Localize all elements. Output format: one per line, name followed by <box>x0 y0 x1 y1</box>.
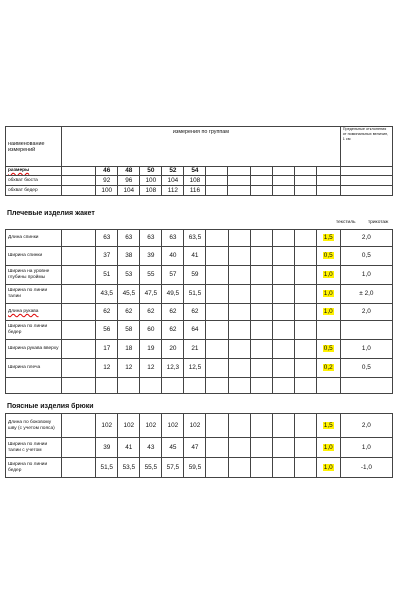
textile-tolerance: 1,5 <box>316 230 340 247</box>
size-value: 52 <box>162 167 184 176</box>
cell-value: 51,5 <box>96 458 118 478</box>
measure-row <box>6 247 393 266</box>
cell-value: 51,5 <box>184 285 206 304</box>
row-label: Длина по боковому шву (с учетом пояса) <box>6 414 62 438</box>
knit-tolerance: -1,0 <box>340 458 392 478</box>
cell-value: 60 <box>140 321 162 340</box>
cell-value: 59 <box>184 266 206 285</box>
cell-value: 59,5 <box>184 458 206 478</box>
cell-value: 102 <box>140 414 162 438</box>
size-value: 46 <box>96 167 118 176</box>
cell-value: 43 <box>140 438 162 458</box>
cell-value: 55 <box>140 266 162 285</box>
measure-row <box>6 304 393 321</box>
size-header-table <box>5 126 393 196</box>
knit-tolerance <box>340 321 392 340</box>
group-header: измерения по группам <box>62 127 341 167</box>
row-label: Ширина по линии бедер <box>6 458 62 478</box>
cell-value: 63 <box>140 230 162 247</box>
row-label: Ширина на уровне глубины проймы <box>6 266 62 285</box>
row-label: Ширина спинки <box>6 247 62 266</box>
tolerance-header: Предельные отклонения от номинальных величин, 1 см <box>340 127 392 167</box>
knit-tolerance: 0,5 <box>340 247 392 266</box>
cell-value: 64 <box>184 321 206 340</box>
cell-value: 92 <box>96 176 118 186</box>
cell-value: 20 <box>162 340 184 359</box>
cell-value: 45 <box>162 438 184 458</box>
cell-value: 53,5 <box>118 458 140 478</box>
cell-value: 12 <box>96 359 118 378</box>
knit-tolerance: 2,0 <box>340 304 392 321</box>
measure-row <box>6 230 393 247</box>
cell-value: 104 <box>118 186 140 196</box>
measure-row <box>6 359 393 378</box>
measure-row <box>6 458 393 478</box>
textile-tolerance: 1,0 <box>316 304 340 321</box>
cell-value: 112 <box>162 186 184 196</box>
textile-tolerance: 0,5 <box>316 340 340 359</box>
trousers-table <box>5 413 393 478</box>
row-label: обхват бедер <box>6 186 62 196</box>
cell-value: 18 <box>118 340 140 359</box>
cell-value: 19 <box>140 340 162 359</box>
cell-value: 37 <box>96 247 118 266</box>
measure-row <box>6 266 393 285</box>
cell-value: 17 <box>96 340 118 359</box>
cell-value: 58 <box>118 321 140 340</box>
cell-value: 12,3 <box>162 359 184 378</box>
measure-row <box>6 340 393 359</box>
cell-value: 63 <box>162 230 184 247</box>
knit-header: трикотаж <box>368 220 389 225</box>
jacket-title: Плечевые изделия жакет <box>7 210 95 217</box>
size-value: 54 <box>184 167 206 176</box>
cell-value: 47,5 <box>140 285 162 304</box>
cell-value: 57,5 <box>162 458 184 478</box>
knit-tolerance: 1,0 <box>340 266 392 285</box>
sizes-label: размеры <box>8 168 30 173</box>
cell-value: 62 <box>184 304 206 321</box>
cell-value: 56 <box>96 321 118 340</box>
size-value: 48 <box>118 167 140 176</box>
cell-value: 102 <box>162 414 184 438</box>
cell-value: 63,5 <box>184 230 206 247</box>
cell-value: 62 <box>162 304 184 321</box>
cell-value: 40 <box>162 247 184 266</box>
row-label: Ширина плеча <box>6 359 62 378</box>
cell-value: 62 <box>162 321 184 340</box>
textile-tolerance: 1,0 <box>316 266 340 285</box>
row-label: Ширина по линии бедер <box>6 321 62 340</box>
cell-value: 100 <box>140 176 162 186</box>
row-label: Ширина рукава вверху <box>6 340 62 359</box>
textile-tolerance: 0,5 <box>316 247 340 266</box>
cell-value: 96 <box>118 176 140 186</box>
textile-tolerance: 1,0 <box>316 285 340 304</box>
cell-value: 21 <box>184 340 206 359</box>
sizes-row <box>6 167 393 176</box>
cell-value: 53 <box>118 266 140 285</box>
textile-tolerance: 1,0 <box>316 438 340 458</box>
textile-tolerance <box>316 321 340 340</box>
cell-value: 38 <box>118 247 140 266</box>
cell-value: 12 <box>118 359 140 378</box>
name-header: наименование измерений <box>6 127 62 167</box>
textile-tolerance: 0,2 <box>316 359 340 378</box>
cell-value: 51 <box>96 266 118 285</box>
cell-value: 100 <box>96 186 118 196</box>
measure-row <box>6 438 393 458</box>
knit-tolerance: 1,0 <box>340 438 392 458</box>
cell-value: 116 <box>184 186 206 196</box>
cell-value: 39 <box>96 438 118 458</box>
cell-value: 12,5 <box>184 359 206 378</box>
cell-value: 62 <box>96 304 118 321</box>
knit-tolerance: 0,5 <box>340 359 392 378</box>
row-label: Ширина по линии талии с учетом <box>6 438 62 458</box>
cell-value: 45,5 <box>118 285 140 304</box>
cell-value: 49,5 <box>162 285 184 304</box>
cell-value: 63 <box>118 230 140 247</box>
cell-value: 41 <box>184 247 206 266</box>
bust-row <box>6 176 393 186</box>
cell-value: 41 <box>118 438 140 458</box>
row-label: Ширина по линии талии <box>6 285 62 304</box>
jacket-table <box>5 229 393 394</box>
cell-value: 43,5 <box>96 285 118 304</box>
textile-tolerance: 1,0 <box>316 458 340 478</box>
cell-value: 108 <box>184 176 206 186</box>
measure-row <box>6 414 393 438</box>
cell-value: 55,5 <box>140 458 162 478</box>
trousers-title: Поясные изделия брюки <box>7 403 94 410</box>
cell-value: 39 <box>140 247 162 266</box>
knit-tolerance: ± 2,0 <box>340 285 392 304</box>
row-label: Длина рукава <box>6 304 62 321</box>
cell-value: 102 <box>118 414 140 438</box>
cell-value: 108 <box>140 186 162 196</box>
size-value: 50 <box>140 167 162 176</box>
cell-value: 62 <box>140 304 162 321</box>
cell-value: 57 <box>162 266 184 285</box>
row-label: Длина спинки <box>6 230 62 247</box>
hips-row <box>6 186 393 196</box>
cell-value: 12 <box>140 359 162 378</box>
cell-value: 104 <box>162 176 184 186</box>
knit-tolerance: 2,0 <box>340 414 392 438</box>
textile-header: текстиль <box>336 220 356 225</box>
cell-value: 62 <box>118 304 140 321</box>
cell-value: 102 <box>96 414 118 438</box>
measure-row <box>6 285 393 304</box>
knit-tolerance: 1,0 <box>340 340 392 359</box>
cell-value: 102 <box>184 414 206 438</box>
row-label: обхват бюста <box>6 176 62 186</box>
cell-value: 47 <box>184 438 206 458</box>
knit-tolerance: 2,0 <box>340 230 392 247</box>
cell-value: 63 <box>96 230 118 247</box>
textile-tolerance: 1,5 <box>316 414 340 438</box>
empty-row <box>6 378 393 394</box>
measure-row <box>6 321 393 340</box>
